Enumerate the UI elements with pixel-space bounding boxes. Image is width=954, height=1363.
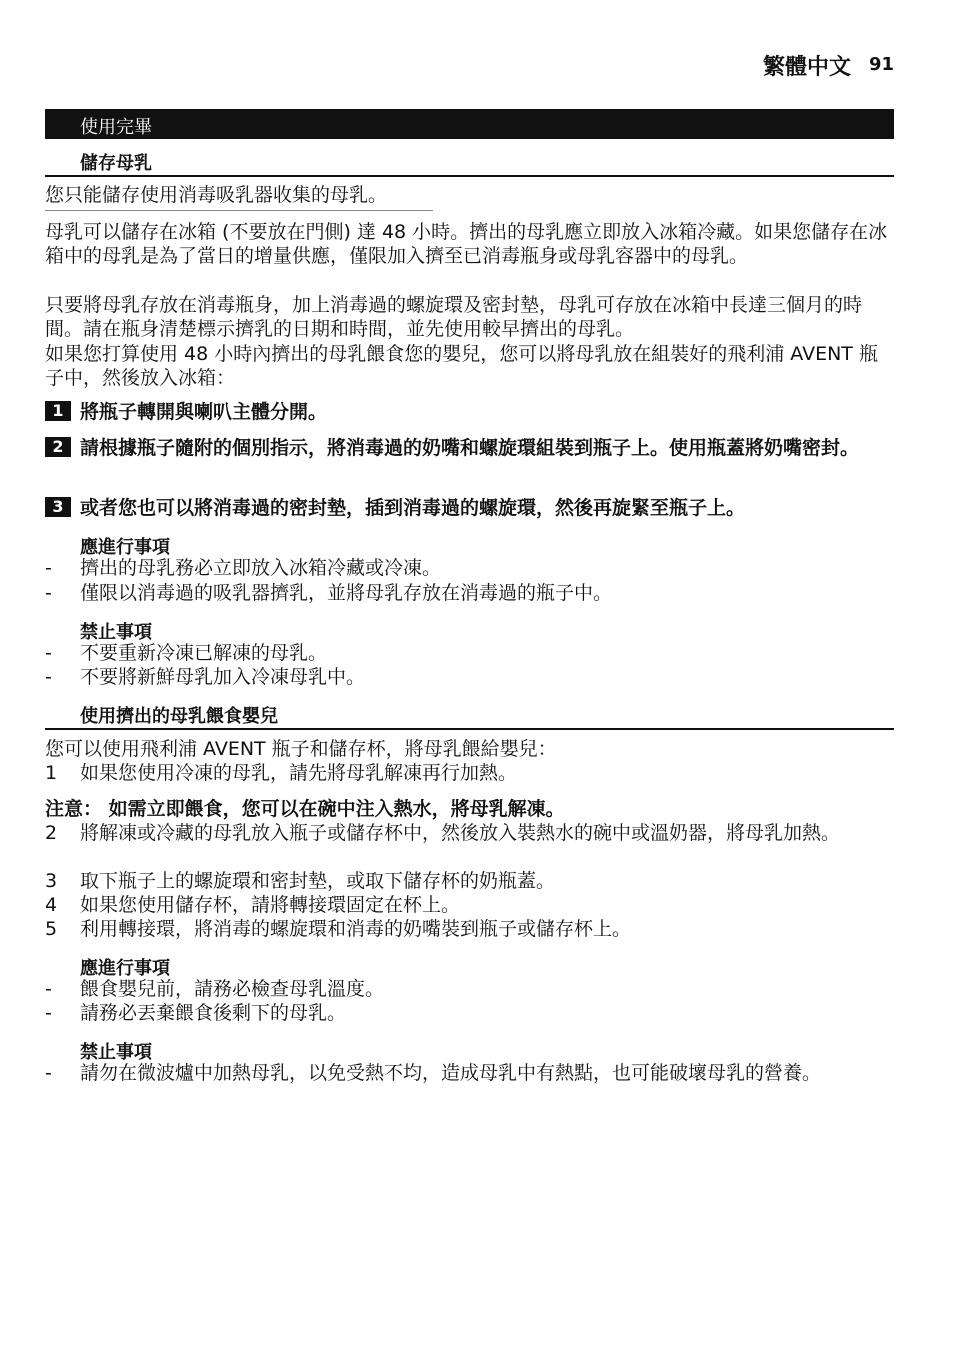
storage-intro: 您只能儲存使用消毒吸乳器收集的母乳。 — [45, 184, 388, 206]
section-bar-title: 使用完畢 — [80, 117, 152, 138]
list-text: 請務必丟棄餵食後剩下的母乳。 — [80, 1002, 347, 1024]
dash: - — [45, 1062, 52, 1084]
do-label: 應進行事項 — [80, 537, 170, 558]
list-text: 僅限以消毒過的吸乳器擠乳，並將母乳存放在消毒過的瓶子中。 — [80, 582, 613, 604]
item-text: 利用轉接環，將消毒的螺旋環和消毒的奶嘴裝到瓶子或儲存杯上。 — [80, 918, 632, 940]
item-text: 將解凍或冷藏的母乳放入瓶子或儲存杯中，然後放入裝熱水的碗中或溫奶器，將母乳加熱。 — [80, 822, 841, 844]
dash: - — [45, 666, 52, 688]
do-label: 應進行事項 — [80, 958, 170, 979]
storage-paragraph-2: 只要將母乳存放在消毒瓶身，加上消毒過的螺旋環及密封墊，母乳可存放在冰箱中長達三個月的時間。請在瓶身清楚標示擠乳的日期和時間，並先使用較早擠出的母乳。 — [45, 294, 863, 340]
language-label: 繁體中文 — [762, 55, 851, 80]
step-text: 將瓶子轉開與喇叭主體分開。 — [80, 401, 328, 423]
heading-rule — [45, 728, 894, 730]
item-text: 如果您使用儲存杯，請將轉接環固定在杯上。 — [80, 894, 461, 916]
dash: - — [45, 1002, 52, 1024]
list-text: 餵食嬰兒前，請務必檢查母乳溫度。 — [80, 978, 385, 1000]
item-number: 4 — [45, 894, 58, 916]
dash: - — [45, 557, 52, 579]
list-text: 擠出的母乳務必立即放入冰箱冷藏或冷凍。 — [80, 557, 442, 579]
item-number: 5 — [45, 918, 58, 940]
storage-heading: 儲存母乳 — [80, 153, 152, 174]
list-text: 不要將新鮮母乳加入冷凍母乳中。 — [80, 666, 366, 688]
dash: - — [45, 978, 52, 1000]
storage-paragraph-3: 如果您打算使用 48 小時內擠出的母乳餵食您的嬰兒，您可以將母乳放在組裝好的飛利浦 AVENT 瓶子中，然後放入冰箱： — [45, 343, 878, 389]
item-number: 3 — [45, 870, 58, 892]
step-text: 請根據瓶子隨附的個別指示，將消毒過的奶嘴和螺旋環組裝到瓶子上。使用瓶蓋將奶嘴密封。 — [80, 437, 860, 459]
dont-label: 禁止事項 — [80, 622, 152, 643]
dont-label: 禁止事項 — [80, 1042, 152, 1063]
storage-paragraph-1: 母乳可以儲存在冰箱 (不要放在門側) 達 48 小時。擠出的母乳應立即放入冰箱冷藏。如果您儲存在冰箱中的母乳是為了當日的增量供應，僅限加入擠至已消毒瓶身或母乳容器中的母乳。 — [45, 221, 888, 267]
item-text: 如果您使用冷凍的母乳，請先將母乳解凍再行加熱。 — [80, 762, 518, 784]
item-number: 2 — [45, 822, 58, 844]
item-text: 取下瓶子上的螺旋環和密封墊，或取下儲存杯的奶瓶蓋。 — [80, 870, 556, 892]
list-text: 請勿在微波爐中加熱母乳，以免受熱不均，造成母乳中有熱點，也可能破壞母乳的營養。 — [80, 1062, 822, 1084]
step-number: 3 — [45, 497, 71, 517]
heading-rule — [45, 175, 894, 177]
intro-rule — [45, 210, 433, 211]
dash: - — [45, 582, 52, 604]
note: 注意： 如需立即餵食，您可以在碗中注入熱水，將母乳解凍。 — [45, 798, 565, 820]
item-number: 1 — [45, 762, 58, 784]
section-bar — [45, 109, 894, 139]
feeding-heading: 使用擠出的母乳餵食嬰兒 — [80, 706, 278, 727]
dash: - — [45, 642, 52, 664]
step-number: 2 — [45, 437, 71, 457]
step-text: 或者您也可以將消毒過的密封墊，插到消毒過的螺旋環，然後再旋緊至瓶子上。 — [80, 497, 746, 519]
page-number: 91 — [868, 54, 894, 75]
step-number: 1 — [45, 401, 71, 421]
list-text: 不要重新冷凍已解凍的母乳。 — [80, 642, 328, 664]
feeding-intro: 您可以使用飛利浦 AVENT 瓶子和儲存杯，將母乳餵給嬰兒： — [45, 738, 557, 760]
